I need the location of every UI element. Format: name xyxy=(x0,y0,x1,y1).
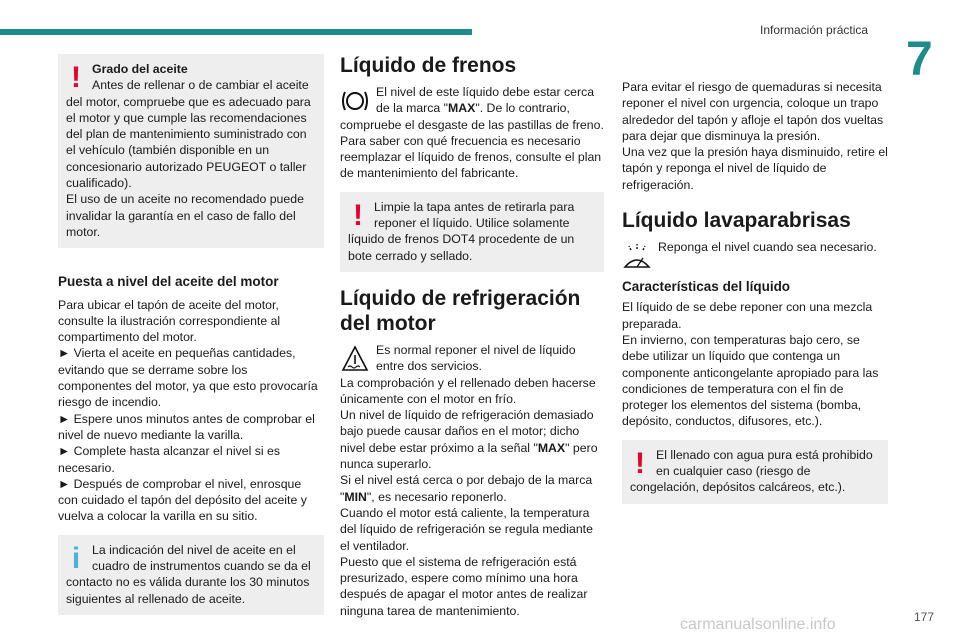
oil-step: ► Después de comprobar el nivel, enrosque con cuidado el tapón del depósito del aceite y vuelva a colocar la varilla en su sitio. xyxy=(58,476,307,524)
brake-heading: Líquido de frenos xyxy=(340,54,517,77)
washer-text-1: Reponga el nivel cuando sea necesario. xyxy=(658,240,877,255)
oil-level-info-box xyxy=(58,535,324,615)
oil-level-info-text: La indicación del nivel de aceite en el cuadro de instrumentos cuando se da el contacto no es válida durante los 30 minutos siguientes al rellenado de aceite. xyxy=(66,542,311,606)
chapter-number: 7 xyxy=(906,33,933,86)
oil-step: ► Vierta el aceite en pequeñas cantidades, evitando que se derrame sobre los componentes del motor, ya que esto provocaría riesgo de incendio. xyxy=(58,346,318,410)
info-icon: i xyxy=(71,541,81,575)
oil-level-heading: Puesta a nivel del aceite del motor xyxy=(58,274,279,290)
coolant-text-4: Si el nivel está cerca o por debajo de la marca "MIN", es necesario reponerlo. xyxy=(340,473,593,504)
washer-text-2: El líquido de se debe reponer con una mezcla preparada. xyxy=(622,300,873,331)
brake-warning-text: Limpie la tapa antes de retirarla para reponer el líquido. Utilice solamente líquido de frenos DOT4 procedente de un bote cerrado y sellado. xyxy=(348,199,575,263)
washer-subheading: Características del líquido xyxy=(622,279,791,295)
brake-warning-box xyxy=(340,192,604,272)
oil-grade-text: Antes de rellenar o de cambiar el aceite del motor, compruebe que es adecuado para el motor y que cumple las recomendaciones del plan de mantenimiento suministrado con el vehículo (también disponible en un concesionario autorizado PEUGEOT o taller cualificado). xyxy=(66,78,311,191)
oil-grade-text-2: El uso de un aceite no recomendado puede invalidar la garantía en el caso de fallo del motor. xyxy=(66,192,304,239)
coolant-heading: Líquido de refrigeración del motor xyxy=(340,286,581,335)
section-title: Información práctica xyxy=(760,23,869,37)
coolant-text-3: Un nivel de líquido de refrigeración demasiado bajo puede causar daños en el motor; dicho nivel debe estar próximo a la señal "MAX" pero nunca superarlo. xyxy=(340,408,598,472)
warning-icon: ! xyxy=(635,446,645,480)
warning-icon: ! xyxy=(353,198,363,232)
top-accent-bar xyxy=(0,29,472,35)
coolant-text-5: Cuando el motor está caliente, la temperatura del líquido de refrigeración se regula mediante el ventilador. xyxy=(340,505,593,553)
warning-icon: ! xyxy=(71,61,81,94)
coolant-text-7: Para evitar el riesgo de quemaduras si necesita reponer el nivel con urgencia, coloque un trapo alrededor del tapón y afloje el tapón dos vueltas para dejar que disminuya la presión. xyxy=(622,80,884,143)
page-number: 177 xyxy=(914,610,935,624)
oil-level-intro: Para ubicar el tapón de aceite del motor, consulte la ilustración correspondiente al compartimento del motor. xyxy=(58,297,281,345)
washer-heading: Líquido lavaparabrisas xyxy=(622,209,851,233)
oil-step: ► Complete hasta alcanzar el nivel si es necesario. xyxy=(58,444,281,475)
coolant-text-8: Una vez que la presión haya disminuido, retire el tapón y reponga el nivel de líquido de refrigeración. xyxy=(622,145,888,192)
brake-text-2: Para saber con qué frecuencia es necesario reemplazar el líquido de frenos, consulte el plan de mantenimiento del fabricante. xyxy=(340,133,602,181)
brake-fluid-icon xyxy=(340,86,370,116)
washer-warning-box xyxy=(622,440,888,504)
oil-step: ► Espere unos minutos antes de comprobar el nivel de nuevo mediante la varilla. xyxy=(58,411,315,442)
column-2 xyxy=(340,54,604,619)
watermark: carmanualsonline.info xyxy=(680,616,836,633)
washer-text-3: En invierno, con temperaturas bajo cero, se debe utilizar un líquido que contenga un componente anticongelante apropiado para las condiciones de temperatura con el fin de proteger los elementos del sistema (bomba, depósito, conductos, difusores, etc.). xyxy=(622,332,879,429)
coolant-icon xyxy=(340,344,370,374)
washer-warning-text: El llenado con agua pura está prohibido en cualquier caso (riesgo de congelación, depósitos calcáreos, etc.). xyxy=(630,447,873,495)
column-3 xyxy=(622,79,888,504)
coolant-text-1: Es normal reponer el nivel de líquido entre dos servicios. xyxy=(376,342,576,374)
brake-text-1: El nivel de este líquido debe estar cerca de la marca "MAX". De lo contrario, compruebe el desgaste de las pastillas de freno. xyxy=(340,85,604,132)
coolant-text-2: La comprobación y el rellenado deben hacerse únicamente con el motor en frío. xyxy=(340,375,596,406)
washer-fluid-icon xyxy=(622,241,652,271)
column-1 xyxy=(58,54,324,615)
oil-grade-warning-box xyxy=(58,54,324,248)
oil-grade-title: Grado del aceite xyxy=(92,62,188,76)
coolant-text-6: Puesto que el sistema de refrigeración está presurizado, espere como mínimo una hora después de apagar el motor antes de realizar ninguna tarea de mantenimiento. xyxy=(340,554,588,618)
